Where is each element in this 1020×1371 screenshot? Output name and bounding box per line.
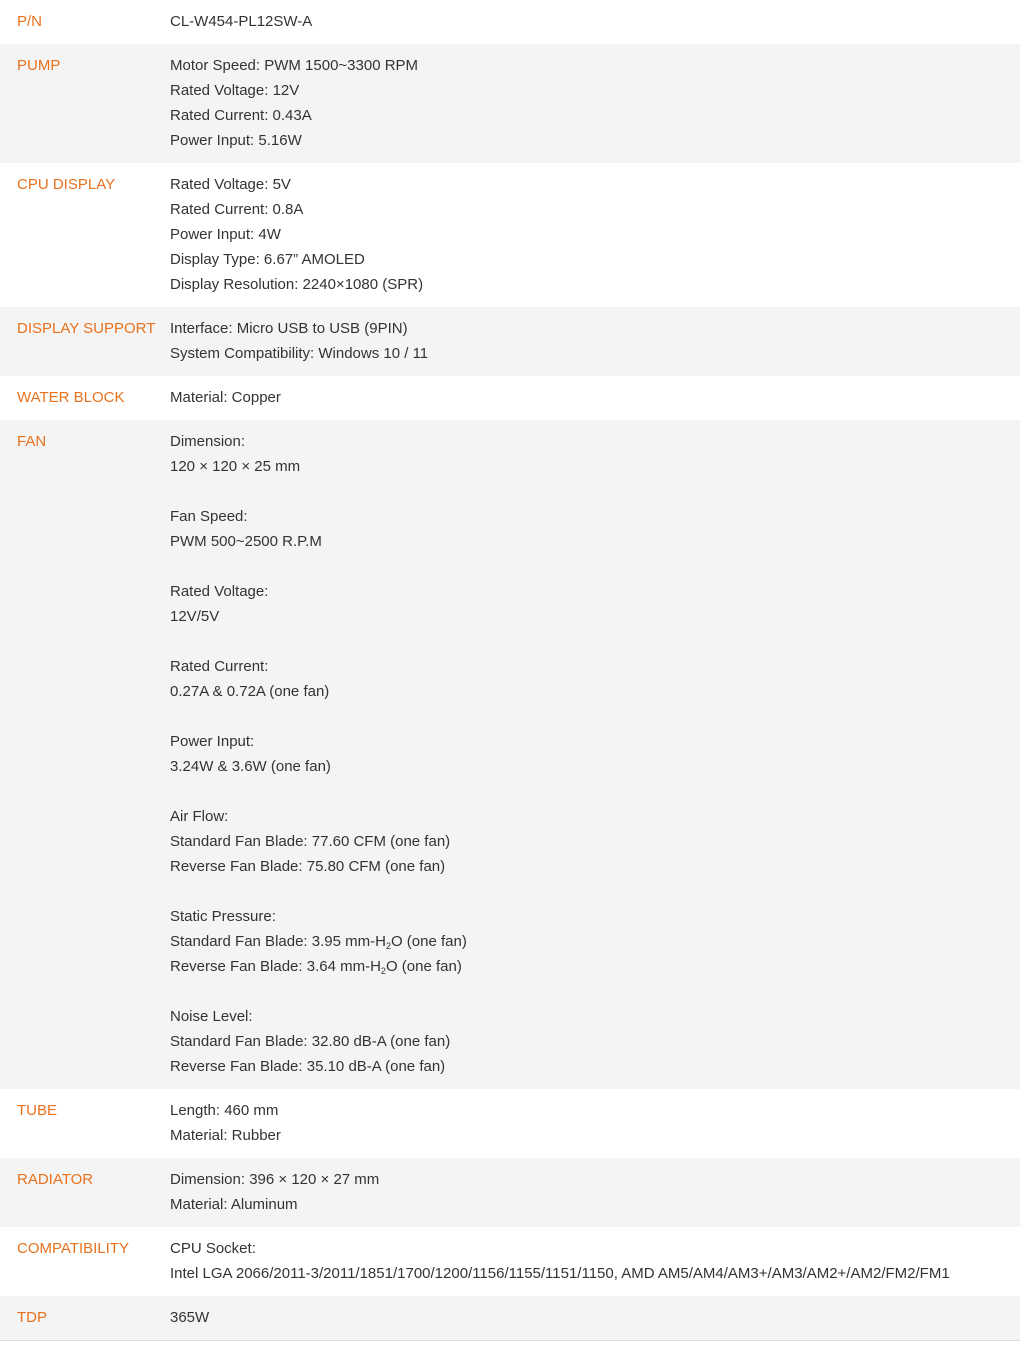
spec-row xyxy=(0,376,1020,420)
spec-value xyxy=(170,429,1020,1079)
spec-spacer xyxy=(170,554,1020,579)
spec-value-line: Interface: Micro USB to USB (9PIN) xyxy=(170,320,408,337)
spec-value-line: Reverse Fan Blade: 3.64 $mm-H_2O$ (one fan) xyxy=(170,958,462,976)
spec-value xyxy=(170,1098,1020,1148)
spec-label: P/N xyxy=(17,13,43,30)
spec-value-line: Length: 460 mm xyxy=(170,1102,279,1119)
spec-value xyxy=(170,1167,1020,1217)
spec-row xyxy=(0,1158,1020,1227)
spec-value-line: Material: Rubber xyxy=(170,1127,281,1144)
spec-value-line: Reverse Fan Blade: 75.80 CFM (one fan) xyxy=(170,858,446,875)
spec-value-line: Power Input: 5.16W xyxy=(170,132,302,149)
spec-value-line: Rated Voltage: xyxy=(170,583,269,600)
spec-value xyxy=(170,1305,1020,1330)
spec-label: TUBE xyxy=(17,1102,58,1119)
spec-label: FAN xyxy=(17,433,47,450)
spec-spacer xyxy=(170,704,1020,729)
spec-spacer xyxy=(170,879,1020,904)
spec-value-line: Rated Current: xyxy=(170,658,269,675)
spec-value-line: Rated Current: 0.43A xyxy=(170,107,312,124)
spec-value-line: Fan Speed: xyxy=(170,508,248,525)
spec-row xyxy=(0,0,1020,44)
spec-label: DISPLAY SUPPORT xyxy=(17,320,156,337)
spec-value-line: Dimension: xyxy=(170,433,246,450)
spec-value-line: Rated Voltage: 12V xyxy=(170,82,300,99)
spec-value-line: Rated Voltage: 5V xyxy=(170,176,291,193)
spec-row xyxy=(0,1089,1020,1158)
spec-value-line: Noise Level: xyxy=(170,1008,253,1025)
spec-row xyxy=(0,1296,1020,1340)
spec-value-line: CL-W454-PL12SW-A xyxy=(170,13,313,30)
spec-value-line: Power Input: 4W xyxy=(170,226,281,243)
spec-value-line: Material: Copper xyxy=(170,389,281,406)
spec-value-line: Power Input: xyxy=(170,733,255,750)
spec-value-line: 3.24W & 3.6W (one fan) xyxy=(170,758,331,775)
spec-value-line: Display Resolution: 2240×1080 (SPR) xyxy=(170,276,424,293)
spec-value-line: Air Flow: xyxy=(170,808,229,825)
spec-label: RADIATOR xyxy=(17,1171,94,1188)
spec-label: PUMP xyxy=(17,57,61,74)
spec-value-line: Static Pressure: xyxy=(170,908,276,925)
spec-value-line: 120 × 120 × 25 mm xyxy=(170,458,301,475)
spec-value xyxy=(170,53,1020,153)
spec-value-line: Rated Current: 0.8A xyxy=(170,201,304,218)
spec-value-line: Standard Fan Blade: 77.60 CFM (one fan) xyxy=(170,833,451,850)
spec-value-line: Intel LGA 2066/2011-3/2011/1851/1700/1200/1156/1155/1151/1150, AMD AM5/AM4/AM3+/AM3/AM2+/AM2/FM2/FM1 xyxy=(170,1265,950,1282)
spec-value xyxy=(170,316,1020,366)
spec-spacer xyxy=(170,479,1020,504)
spec-value-line: System Compatibility: Windows 10 / 11 xyxy=(170,345,429,362)
spec-label: COMPATIBILITY xyxy=(17,1240,129,1257)
spec-spacer xyxy=(170,779,1020,804)
spec-value-line: Standard Fan Blade: 3.95 $mm-H_2O$ (one fan) xyxy=(170,933,467,951)
spec-label: CPU DISPLAY xyxy=(17,176,116,193)
spec-value-line: CPU Socket: xyxy=(170,1240,256,1257)
spec-value-line: Material: Aluminum xyxy=(170,1196,298,1213)
spec-value-line: 365W xyxy=(170,1309,210,1326)
spec-value-line: Display Type: 6.67” AMOLED xyxy=(170,251,365,268)
spec-label: TDP xyxy=(17,1309,47,1326)
spec-value-line: Motor Speed: PWM 1500~3300 RPM xyxy=(170,57,419,74)
spec-label: WATER BLOCK xyxy=(17,389,125,406)
spec-value xyxy=(170,172,1020,297)
spec-value-line: 12V/5V xyxy=(170,608,220,625)
spec-value-line: PWM 500~2500 R.P.M xyxy=(170,533,322,550)
spec-value-line: Reverse Fan Blade: 35.10 dB-A (one fan) xyxy=(170,1058,446,1075)
spec-spacer xyxy=(170,979,1020,1004)
spec-value-line: Standard Fan Blade: 32.80 dB-A (one fan) xyxy=(170,1033,451,1050)
spec-value xyxy=(170,385,1020,410)
spec-value xyxy=(170,1236,1020,1286)
spec-row xyxy=(0,307,1020,376)
spec-row xyxy=(0,44,1020,163)
spec-spacer xyxy=(170,629,1020,654)
spec-row xyxy=(0,420,1020,1089)
spec-value-line: 0.27A & 0.72A (one fan) xyxy=(170,683,330,700)
spec-value xyxy=(170,9,1020,34)
spec-row xyxy=(0,1227,1020,1296)
spec-value-line: Dimension: 396 × 120 × 27 mm xyxy=(170,1171,380,1188)
spec-row xyxy=(0,163,1020,307)
